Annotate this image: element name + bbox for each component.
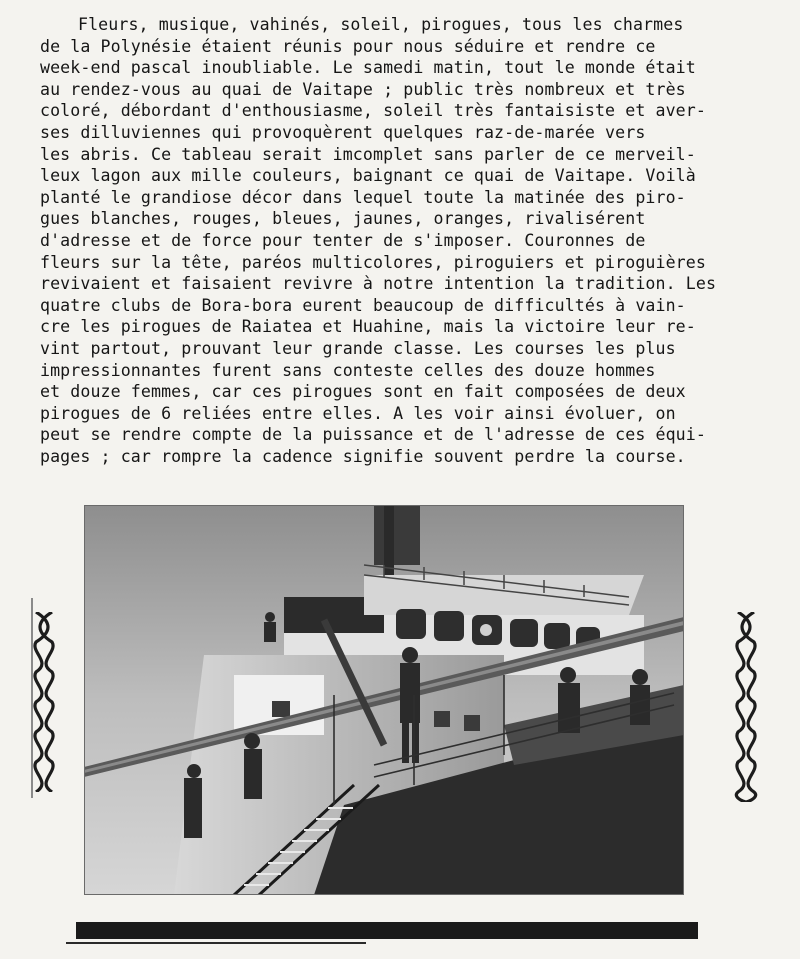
article-line: revivaient et faisaient revivre à notre intention la tradition. Les — [40, 274, 717, 294]
article-line: impressionnantes furent sans conteste celles des douze hommes — [40, 360, 656, 380]
article-line: cre les pirogues de Raiatea et Huahine, mais la victoire leur re- — [40, 317, 696, 337]
article-line: de la Polynésie étaient réunis pour nous séduire et rendre ce — [40, 36, 656, 56]
article-line: vint partout, prouvant leur grande classe. Les courses les plus — [40, 338, 676, 358]
article-line: quatre clubs de Bora-bora eurent beaucoup de difficultés à vain- — [40, 295, 686, 315]
article-line: d'adresse et de force pour tenter de s'imposer. Couronnes de — [40, 230, 646, 250]
article-line: au rendez-vous au quai de Vaitape ; public très nombreux et très — [40, 79, 686, 99]
article-line: fleurs sur la tête, paréos multicolores, piroguiers et piroguières — [40, 252, 706, 272]
article-line: ses dilluviennes qui provoquèrent quelques raz-de-marée vers — [40, 122, 646, 142]
article-line: pages ; car rompre la cadence signifie souvent perdre la course. — [40, 446, 686, 466]
rope-border-icon — [734, 612, 758, 802]
article-line: week-end pascal inoubliable. Le samedi matin, tout le monde était — [40, 58, 696, 78]
ship-photo — [84, 505, 684, 895]
rope-border-icon — [32, 612, 56, 792]
article-line: et douze femmes, car ces pirogues sont en fait composées de deux — [40, 382, 686, 402]
article-line: planté le grandiose décor dans lequel toute la matinée des piro- — [40, 187, 686, 207]
article-text — [40, 14, 770, 467]
article-line: pirogues de 6 reliées entre elles. A les voir ainsi évoluer, on — [40, 403, 676, 423]
bottom-divider-bar — [76, 922, 698, 939]
article-line: peut se rendre compte de la puissance et de l'adresse de ces équi- — [40, 425, 706, 445]
article-line: leux lagon aux mille couleurs, baignant ce quai de Vaitape. Voilà — [40, 166, 696, 186]
article-line: gues blanches, rouges, bleues, jaunes, oranges, rivalisérent — [40, 209, 646, 229]
ship-with-outrigger-canoe-photo-icon — [84, 505, 684, 895]
article-line: les abris. Ce tableau serait imcomplet sans parler de ce merveil- — [40, 144, 696, 164]
article-line: coloré, débordant d'enthousiasme, soleil très fantaisiste et aver- — [40, 101, 706, 121]
article-line: Fleurs, musique, vahinés, soleil, pirogues, tous les charmes — [78, 15, 684, 34]
bottom-divider-line — [66, 942, 366, 944]
